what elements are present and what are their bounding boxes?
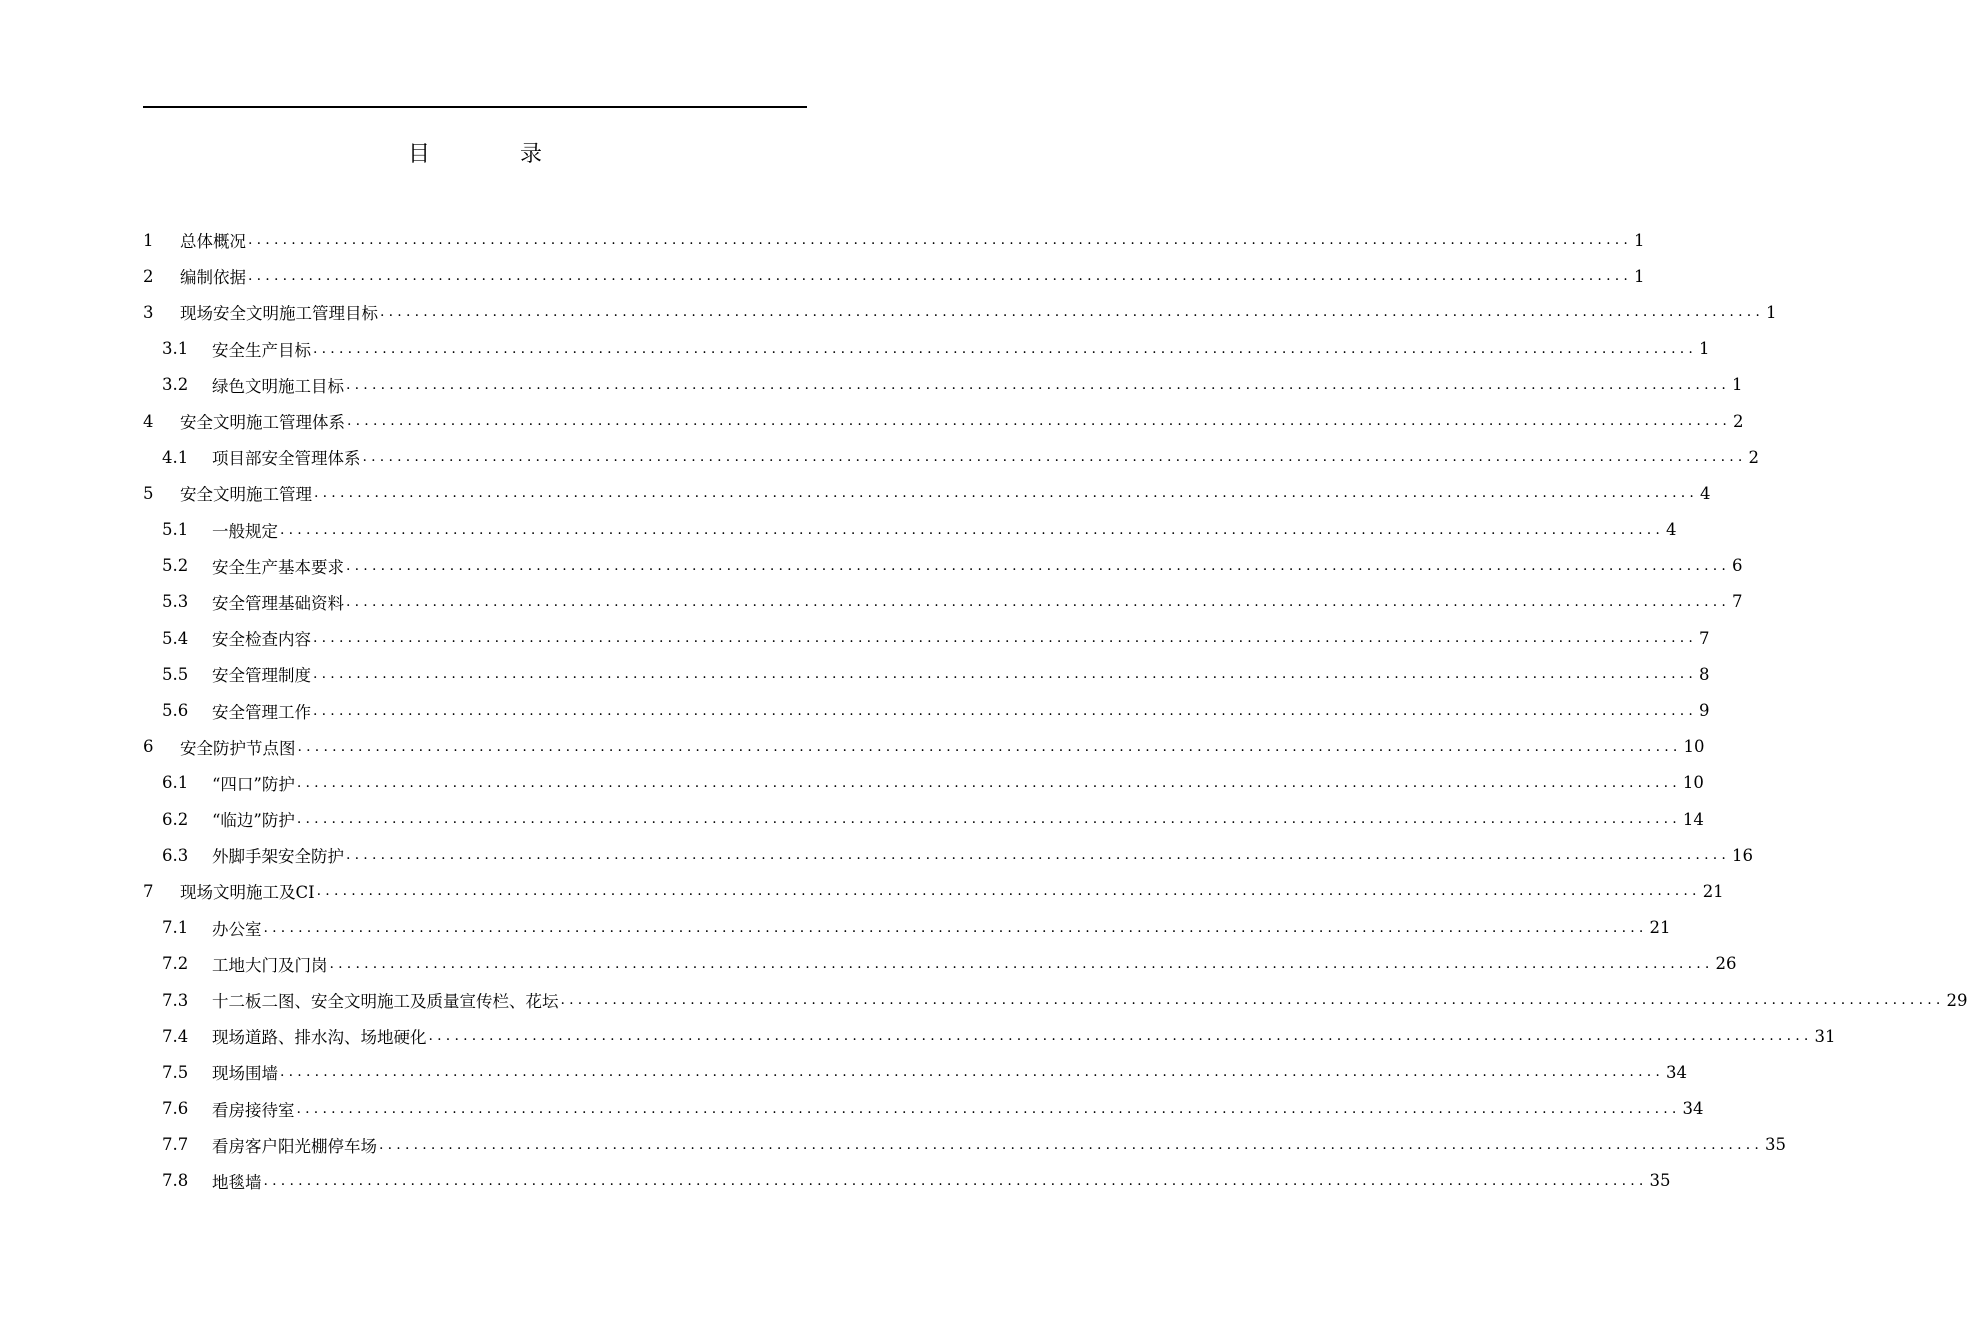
toc-entry-number: 4 — [143, 411, 154, 431]
toc-entry-number: 2 — [143, 266, 154, 286]
toc-entry-number: 7.6 — [162, 1099, 189, 1119]
toc-entry-page-number: 29 — [1946, 990, 1968, 1010]
toc-entry[interactable] — [143, 1127, 1787, 1163]
toc-entry-number: 7.8 — [162, 1171, 189, 1191]
toc-entry-label: 现场安全文明施工管理目标 — [180, 304, 378, 324]
toc-dot-leader: ................................................................................................................................................................ — [248, 232, 1633, 249]
toc-entry[interactable] — [143, 910, 1671, 946]
toc-dot-leader: ................................................................................................................................................................ — [346, 376, 1731, 393]
toc-entry[interactable] — [143, 765, 1704, 801]
toc-dot-leader: ................................................................................................................................................................ — [313, 666, 1698, 683]
toc-dot-leader: ................................................................................................................................................................ — [313, 630, 1698, 647]
toc-dot-leader: ................................................................................................................................................................ — [380, 304, 1765, 321]
toc-entry-label: 工地大门及门岗 — [212, 955, 328, 975]
toc-entry-number: 6 — [143, 737, 154, 757]
toc-entry-label: 项目部安全管理体系 — [212, 449, 361, 469]
toc-entry-label: 安全文明施工管理 — [180, 485, 312, 505]
toc-entry-label: 现场道路、排水沟、场地硬化 — [212, 1028, 427, 1048]
toc-entry-page-number: 21 — [1649, 918, 1671, 938]
toc-entry-number: 3.2 — [162, 375, 189, 395]
toc-entry-number: 7 — [143, 881, 154, 901]
toc-entry-label: 安全管理基础资料 — [212, 593, 344, 613]
toc-entry-number: 6.3 — [162, 845, 189, 865]
toc-entry-label: 安全生产目标 — [212, 340, 311, 360]
toc-entry-page-number: 16 — [1732, 845, 1754, 865]
toc-entry[interactable] — [143, 512, 1677, 548]
toc-entry-page-number: 1 — [1634, 266, 1645, 286]
toc-dot-leader: ................................................................................................................................................................ — [428, 1028, 1813, 1045]
toc-dot-leader: ................................................................................................................................................................ — [316, 883, 1701, 900]
toc-entry-page-number: 1 — [1634, 230, 1645, 250]
toc-entry[interactable] — [143, 1018, 1836, 1054]
header-rule — [143, 106, 807, 108]
toc-entry-label: 总体概况 — [180, 232, 246, 252]
table-of-contents — [143, 222, 1968, 1199]
toc-dot-leader: ................................................................................................................................................................ — [263, 1172, 1648, 1189]
toc-dot-leader: ................................................................................................................................................................ — [296, 1100, 1681, 1117]
toc-dot-leader: ................................................................................................................................................................ — [314, 485, 1699, 502]
toc-dot-leader: ................................................................................................................................................................ — [296, 774, 1681, 791]
toc-entry-number: 4.1 — [162, 447, 189, 467]
toc-entry-label: 编制依据 — [180, 268, 246, 288]
toc-entry[interactable] — [143, 439, 1760, 475]
toc-entry-page-number: 34 — [1666, 1062, 1688, 1082]
toc-dot-leader: ................................................................................................................................................................ — [362, 449, 1747, 466]
toc-entry-number: 7.1 — [162, 918, 189, 938]
toc-entry-label: 安全防护节点图 — [180, 738, 296, 758]
toc-entry[interactable] — [143, 729, 1705, 765]
toc-entry[interactable] — [143, 222, 1645, 258]
toc-entry-label: “临边”防护 — [212, 811, 295, 831]
toc-entry-page-number: 6 — [1732, 556, 1743, 576]
toc-entry-label: 外脚手架安全防护 — [212, 847, 344, 867]
toc-entry-label: 现场围墙 — [212, 1064, 278, 1084]
toc-dot-leader: ................................................................................................................................................................ — [263, 919, 1648, 936]
toc-entry[interactable] — [143, 656, 1710, 692]
toc-entry-label: 看房接待室 — [212, 1100, 295, 1120]
toc-entry[interactable] — [143, 982, 1968, 1018]
toc-entry-page-number: 7 — [1699, 628, 1710, 648]
toc-dot-leader: ................................................................................................................................................................ — [313, 340, 1698, 357]
toc-entry-page-number: 1 — [1732, 375, 1743, 395]
toc-entry-number: 5 — [143, 483, 154, 503]
toc-entry-page-number: 2 — [1733, 411, 1744, 431]
toc-entry[interactable] — [143, 548, 1743, 584]
toc-dot-leader: ................................................................................................................................................................ — [280, 521, 1665, 538]
toc-entry-page-number: 21 — [1702, 881, 1724, 901]
toc-dot-leader: ................................................................................................................................................................ — [346, 847, 1731, 864]
toc-entry[interactable] — [143, 1091, 1704, 1127]
toc-entry-page-number: 7 — [1732, 592, 1743, 612]
toc-entry-page-number: 26 — [1715, 954, 1737, 974]
toc-entry-page-number: 10 — [1682, 773, 1704, 793]
toc-entry-page-number: 1 — [1766, 302, 1777, 322]
toc-entry-label: “四口”防护 — [212, 774, 295, 794]
toc-entry[interactable] — [143, 331, 1710, 367]
toc-entry[interactable] — [143, 946, 1737, 982]
toc-entry-number: 7.2 — [162, 954, 189, 974]
toc-entry-number: 5.2 — [162, 556, 189, 576]
toc-entry[interactable] — [143, 1163, 1671, 1199]
toc-entry-label: 看房客户阳光棚停车场 — [212, 1136, 377, 1156]
toc-entry-number: 6.1 — [162, 773, 189, 793]
toc-entry-number: 6.2 — [162, 809, 189, 829]
toc-entry-page-number: 35 — [1765, 1135, 1787, 1155]
toc-entry-number: 7.5 — [162, 1062, 189, 1082]
toc-entry-number: 3.1 — [162, 339, 189, 359]
toc-entry-number: 5.5 — [162, 664, 189, 684]
toc-entry[interactable] — [143, 584, 1743, 620]
toc-entry[interactable] — [143, 367, 1743, 403]
toc-entry-number: 7.4 — [162, 1026, 189, 1046]
toc-entry[interactable] — [143, 294, 1777, 330]
toc-entry-page-number: 35 — [1649, 1171, 1671, 1191]
toc-dot-leader: ................................................................................................................................................................ — [379, 1136, 1764, 1153]
toc-dot-leader: ................................................................................................................................................................ — [313, 702, 1698, 719]
toc-entry-number: 5.1 — [162, 520, 189, 540]
toc-entry-page-number: 4 — [1700, 483, 1711, 503]
toc-entry-label: 安全检查内容 — [212, 630, 311, 650]
toc-entry-label: 地毯墙 — [212, 1172, 262, 1192]
toc-dot-leader: ................................................................................................................................................................ — [296, 811, 1681, 828]
toc-entry-label: 安全文明施工管理体系 — [180, 413, 345, 433]
toc-entry-number: 5.3 — [162, 592, 189, 612]
toc-dot-leader: ................................................................................................................................................................ — [297, 738, 1682, 755]
toc-entry[interactable] — [143, 1054, 1688, 1090]
toc-entry[interactable] — [143, 475, 1711, 511]
toc-dot-leader: ................................................................................................................................................................ — [280, 1064, 1665, 1081]
toc-entry-label: 安全生产基本要求 — [212, 557, 344, 577]
toc-entry-label: 绿色文明施工目标 — [212, 376, 344, 396]
toc-entry[interactable] — [143, 258, 1645, 294]
toc-dot-leader: ................................................................................................................................................................ — [346, 593, 1731, 610]
toc-dot-leader: ................................................................................................................................................................ — [248, 268, 1633, 285]
toc-entry-page-number: 31 — [1814, 1026, 1836, 1046]
toc-entry-label: 安全管理工作 — [212, 702, 311, 722]
toc-entry-page-number: 10 — [1683, 737, 1705, 757]
toc-dot-leader: ................................................................................................................................................................ — [347, 413, 1732, 430]
toc-dot-leader: ................................................................................................................................................................ — [329, 955, 1714, 972]
toc-entry-page-number: 9 — [1699, 701, 1710, 721]
toc-entry[interactable] — [143, 837, 1754, 873]
toc-entry[interactable] — [143, 873, 1724, 909]
toc-entry[interactable] — [143, 801, 1704, 837]
toc-entry-number: 3 — [143, 302, 154, 322]
toc-entry-label: 十二板二图、安全文明施工及质量宣传栏、花坛 — [212, 992, 559, 1012]
toc-title: 目 录 — [407, 142, 576, 167]
toc-entry[interactable] — [143, 403, 1744, 439]
toc-entry-page-number: 8 — [1699, 664, 1710, 684]
toc-entry-page-number: 14 — [1682, 809, 1704, 829]
toc-entry[interactable] — [143, 620, 1710, 656]
toc-entry-page-number: 4 — [1666, 520, 1677, 540]
toc-entry-label: 现场文明施工及CI — [180, 883, 315, 903]
toc-dot-leader: ................................................................................................................................................................ — [560, 992, 1945, 1009]
toc-entry-label: 办公室 — [212, 919, 262, 939]
toc-dot-leader: ................................................................................................................................................................ — [346, 557, 1731, 574]
toc-entry-page-number: 2 — [1748, 447, 1760, 467]
toc-entry-number: 7.3 — [162, 990, 189, 1010]
toc-entry-number: 5.6 — [162, 701, 189, 721]
toc-entry-number: 7.7 — [162, 1135, 189, 1155]
toc-entry-page-number: 1 — [1699, 339, 1710, 359]
toc-entry-label: 安全管理制度 — [212, 666, 311, 686]
toc-entry-label: 一般规定 — [212, 521, 278, 541]
toc-entry[interactable] — [143, 692, 1710, 728]
toc-entry-number: 1 — [143, 230, 154, 250]
toc-entry-page-number: 34 — [1682, 1099, 1704, 1119]
toc-entry-number: 5.4 — [162, 628, 189, 648]
